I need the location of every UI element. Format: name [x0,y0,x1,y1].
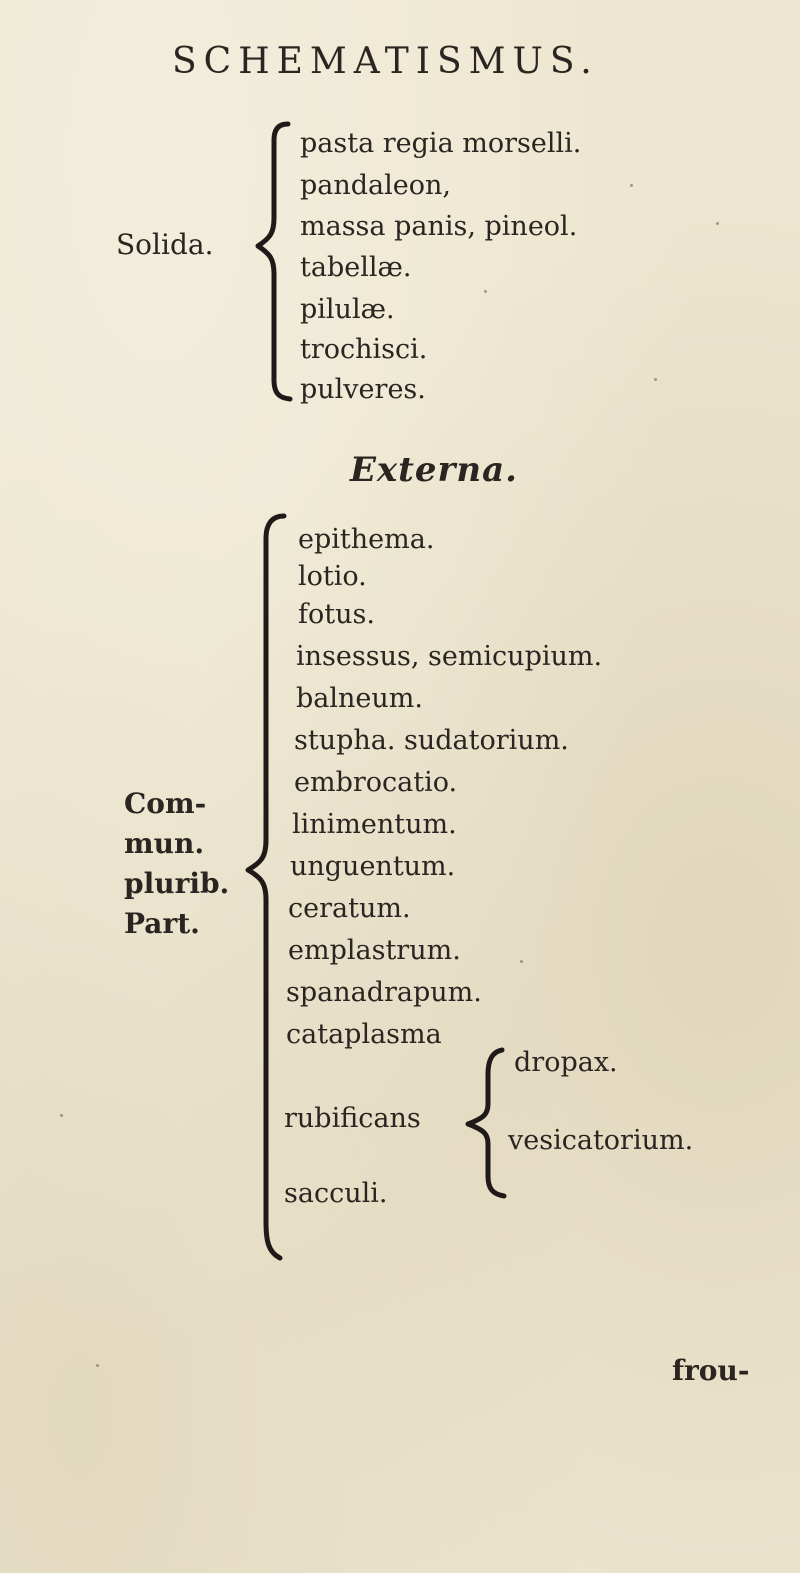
externa-item: linimentum. [292,809,457,840]
externa-item: rubificans [284,1103,421,1134]
externa-item: sacculi. [284,1178,388,1209]
rubificans-sub-item: vesicatorium. [508,1125,694,1156]
rubificans-brace [460,1044,510,1204]
page-title: SCHEMATISMUS. [172,41,599,82]
externa-item: cataplasma [286,1019,442,1050]
section-heading: Externa. [350,450,519,490]
paper-speck [716,222,719,225]
externa-item: lotio. [298,561,367,592]
externa-label-line: plurib. [124,867,230,900]
externa-item: unguentum. [290,851,456,882]
paper-speck [654,378,657,381]
paper-speck [520,960,523,963]
externa-label [124,784,244,944]
externa-item: insessus, semicupium. [296,641,603,672]
externa-item: stupha. sudatorium. [294,725,569,756]
externa-item: spanadrapum. [286,977,482,1008]
externa-label-line: mun. [124,827,205,860]
paper-speck [60,1114,63,1117]
paper-speck [96,1364,99,1367]
externa-label-line: Part. [124,907,200,940]
solida-item: massa panis, pineol. [300,211,578,242]
externa-item: fotus. [298,599,375,630]
solida-item: pandaleon, [300,170,451,201]
paper-speck [484,290,487,293]
externa-item: epithema. [298,524,435,555]
externa-brace [240,510,300,1270]
solida-item: trochisci. [300,334,428,365]
solida-item: pilulæ. [300,294,395,325]
externa-item: embrocatio. [294,767,458,798]
solida-brace [250,118,300,408]
solida-item: pulveres. [300,374,426,405]
paper-speck [630,184,633,187]
solida-item: tabellæ. [300,252,412,283]
catchword: frou- [672,1354,750,1387]
rubificans-sub-item: dropax. [514,1047,618,1078]
externa-label-line: Com- [124,787,207,820]
solida-label: Solida. [116,228,214,261]
externa-item: emplastrum. [288,935,461,966]
externa-item: ceratum. [288,893,411,924]
solida-item: pasta regia morselli. [300,128,582,159]
externa-item: balneum. [296,683,423,714]
